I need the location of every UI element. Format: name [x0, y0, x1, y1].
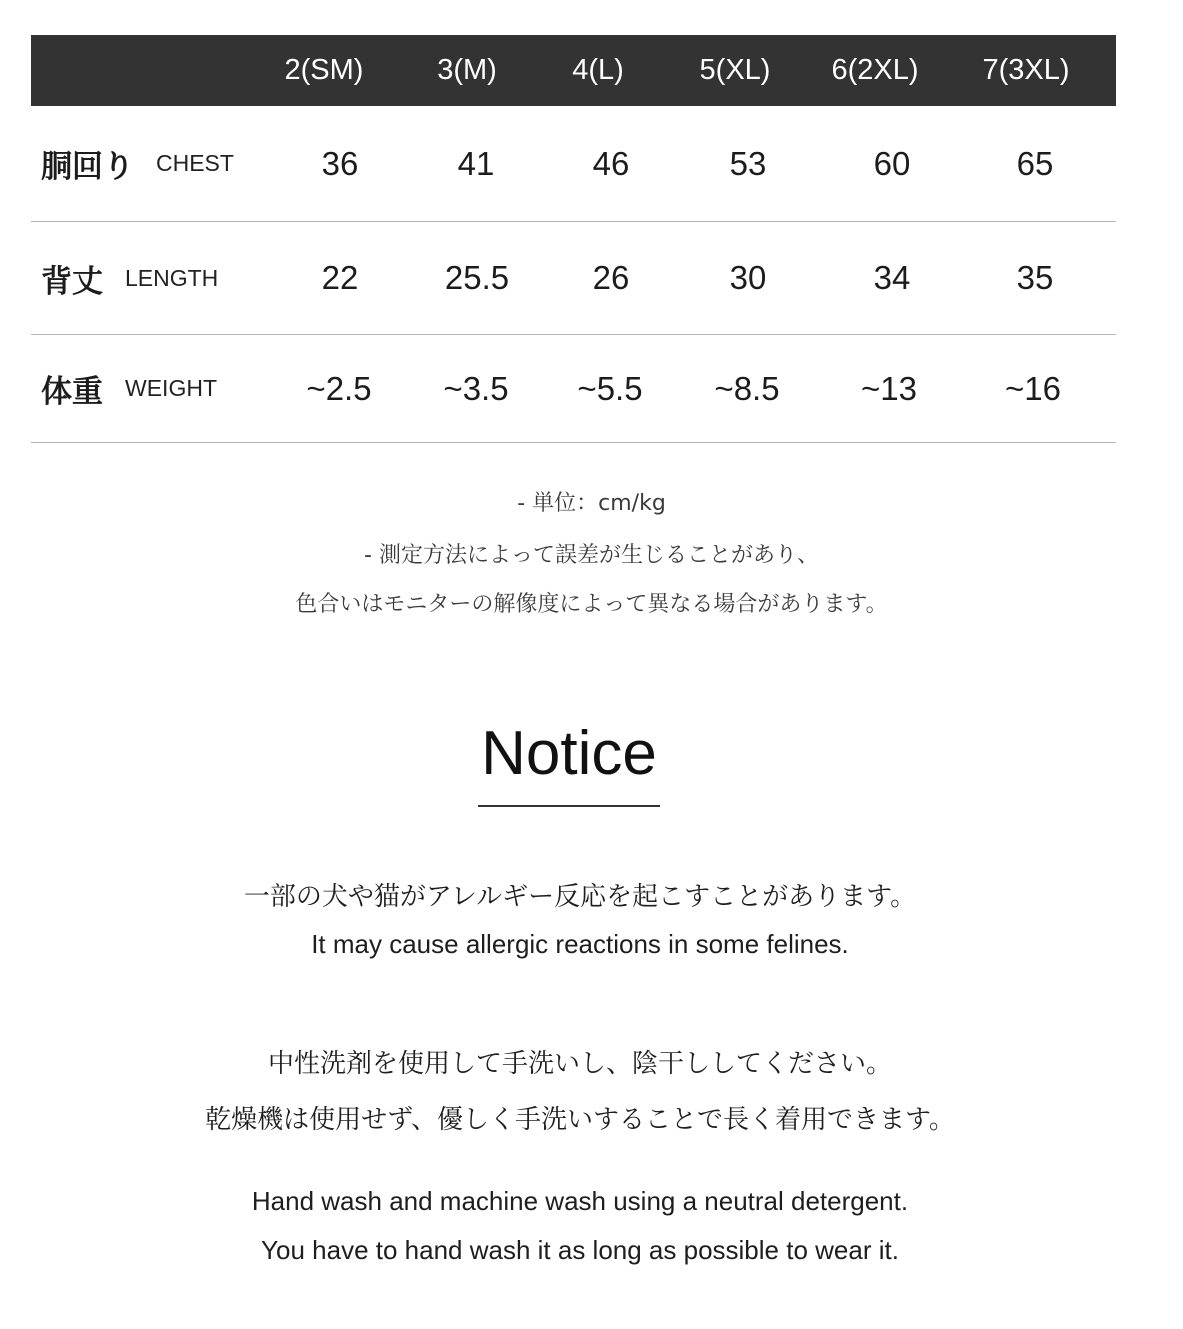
wash-note-en-1: Hand wash and machine wash using a neutral detergent. — [251, 1186, 909, 1216]
color-note: 色合いはモニターの解像度によって異なる場合があります。 — [295, 592, 888, 617]
wash-note-jp-1: 中性洗剤を使用して手洗いし、陰干ししてください。 — [267, 1049, 892, 1079]
table-cell: 41 — [457, 144, 495, 182]
table-cell: 60 — [873, 144, 911, 182]
wash-note-en-2: You have to hand wash it as long as possible to wear it. — [261, 1235, 899, 1265]
table-cell: 22 — [321, 259, 359, 296]
table-cell: ~2.5 — [306, 369, 372, 407]
table-cell: 53 — [729, 144, 767, 182]
notice-divider — [478, 805, 660, 807]
size-header-row — [31, 35, 1116, 106]
row-label — [41, 222, 218, 334]
table-cell: 34 — [873, 259, 911, 296]
table-cell: 46 — [592, 144, 630, 182]
wash-note-jp-2: 乾燥機は使用せず、優しく手洗いすることで長く着用できます。 — [205, 1105, 955, 1135]
length-row — [31, 222, 1116, 335]
chest-row — [31, 106, 1116, 222]
size-chart-table — [31, 35, 1116, 443]
table-cell: 36 — [321, 144, 359, 182]
size-header-cell: 5(XL) — [699, 54, 771, 86]
row-label-jp: 背丈 — [41, 263, 103, 300]
table-cell: ~5.5 — [577, 369, 643, 407]
table-cell: 26 — [592, 259, 630, 296]
table-cell: 65 — [1016, 144, 1054, 182]
row-label-en: CHEST — [156, 150, 234, 176]
size-header-cell: 2(SM) — [284, 54, 364, 86]
table-cell: 30 — [729, 259, 767, 296]
allergy-note-jp: 一部の犬や猫がアレルギー反応を起こすことがあります。 — [243, 882, 917, 912]
table-cell: ~16 — [1005, 369, 1061, 407]
table-cell: ~8.5 — [714, 369, 780, 407]
table-cell: 35 — [1016, 259, 1054, 296]
size-header-cell: 3(M) — [437, 54, 497, 86]
table-cell: ~13 — [861, 369, 917, 407]
row-label — [41, 335, 217, 442]
row-label-en: WEIGHT — [125, 375, 217, 401]
table-cell: 25.5 — [444, 259, 510, 296]
allergy-note-en: It may cause allergic reactions in some felines. — [311, 929, 849, 959]
size-header-cell: 4(L) — [572, 54, 624, 86]
table-cell: ~3.5 — [443, 369, 509, 407]
row-label-jp: 胴回り — [41, 149, 134, 185]
row-label-jp: 体重 — [41, 374, 103, 410]
size-header-cell: 7(3XL) — [982, 54, 1070, 86]
unit-note: - 単位：cm/kg — [517, 491, 666, 516]
row-label — [41, 106, 234, 221]
weight-row — [31, 335, 1116, 443]
size-header-cell: 6(2XL) — [831, 54, 919, 86]
measurement-note: - 測定方法によって誤差が生じることがあり、 — [364, 543, 819, 568]
notice-title: Notice — [481, 719, 657, 788]
row-label-en: LENGTH — [125, 264, 219, 291]
